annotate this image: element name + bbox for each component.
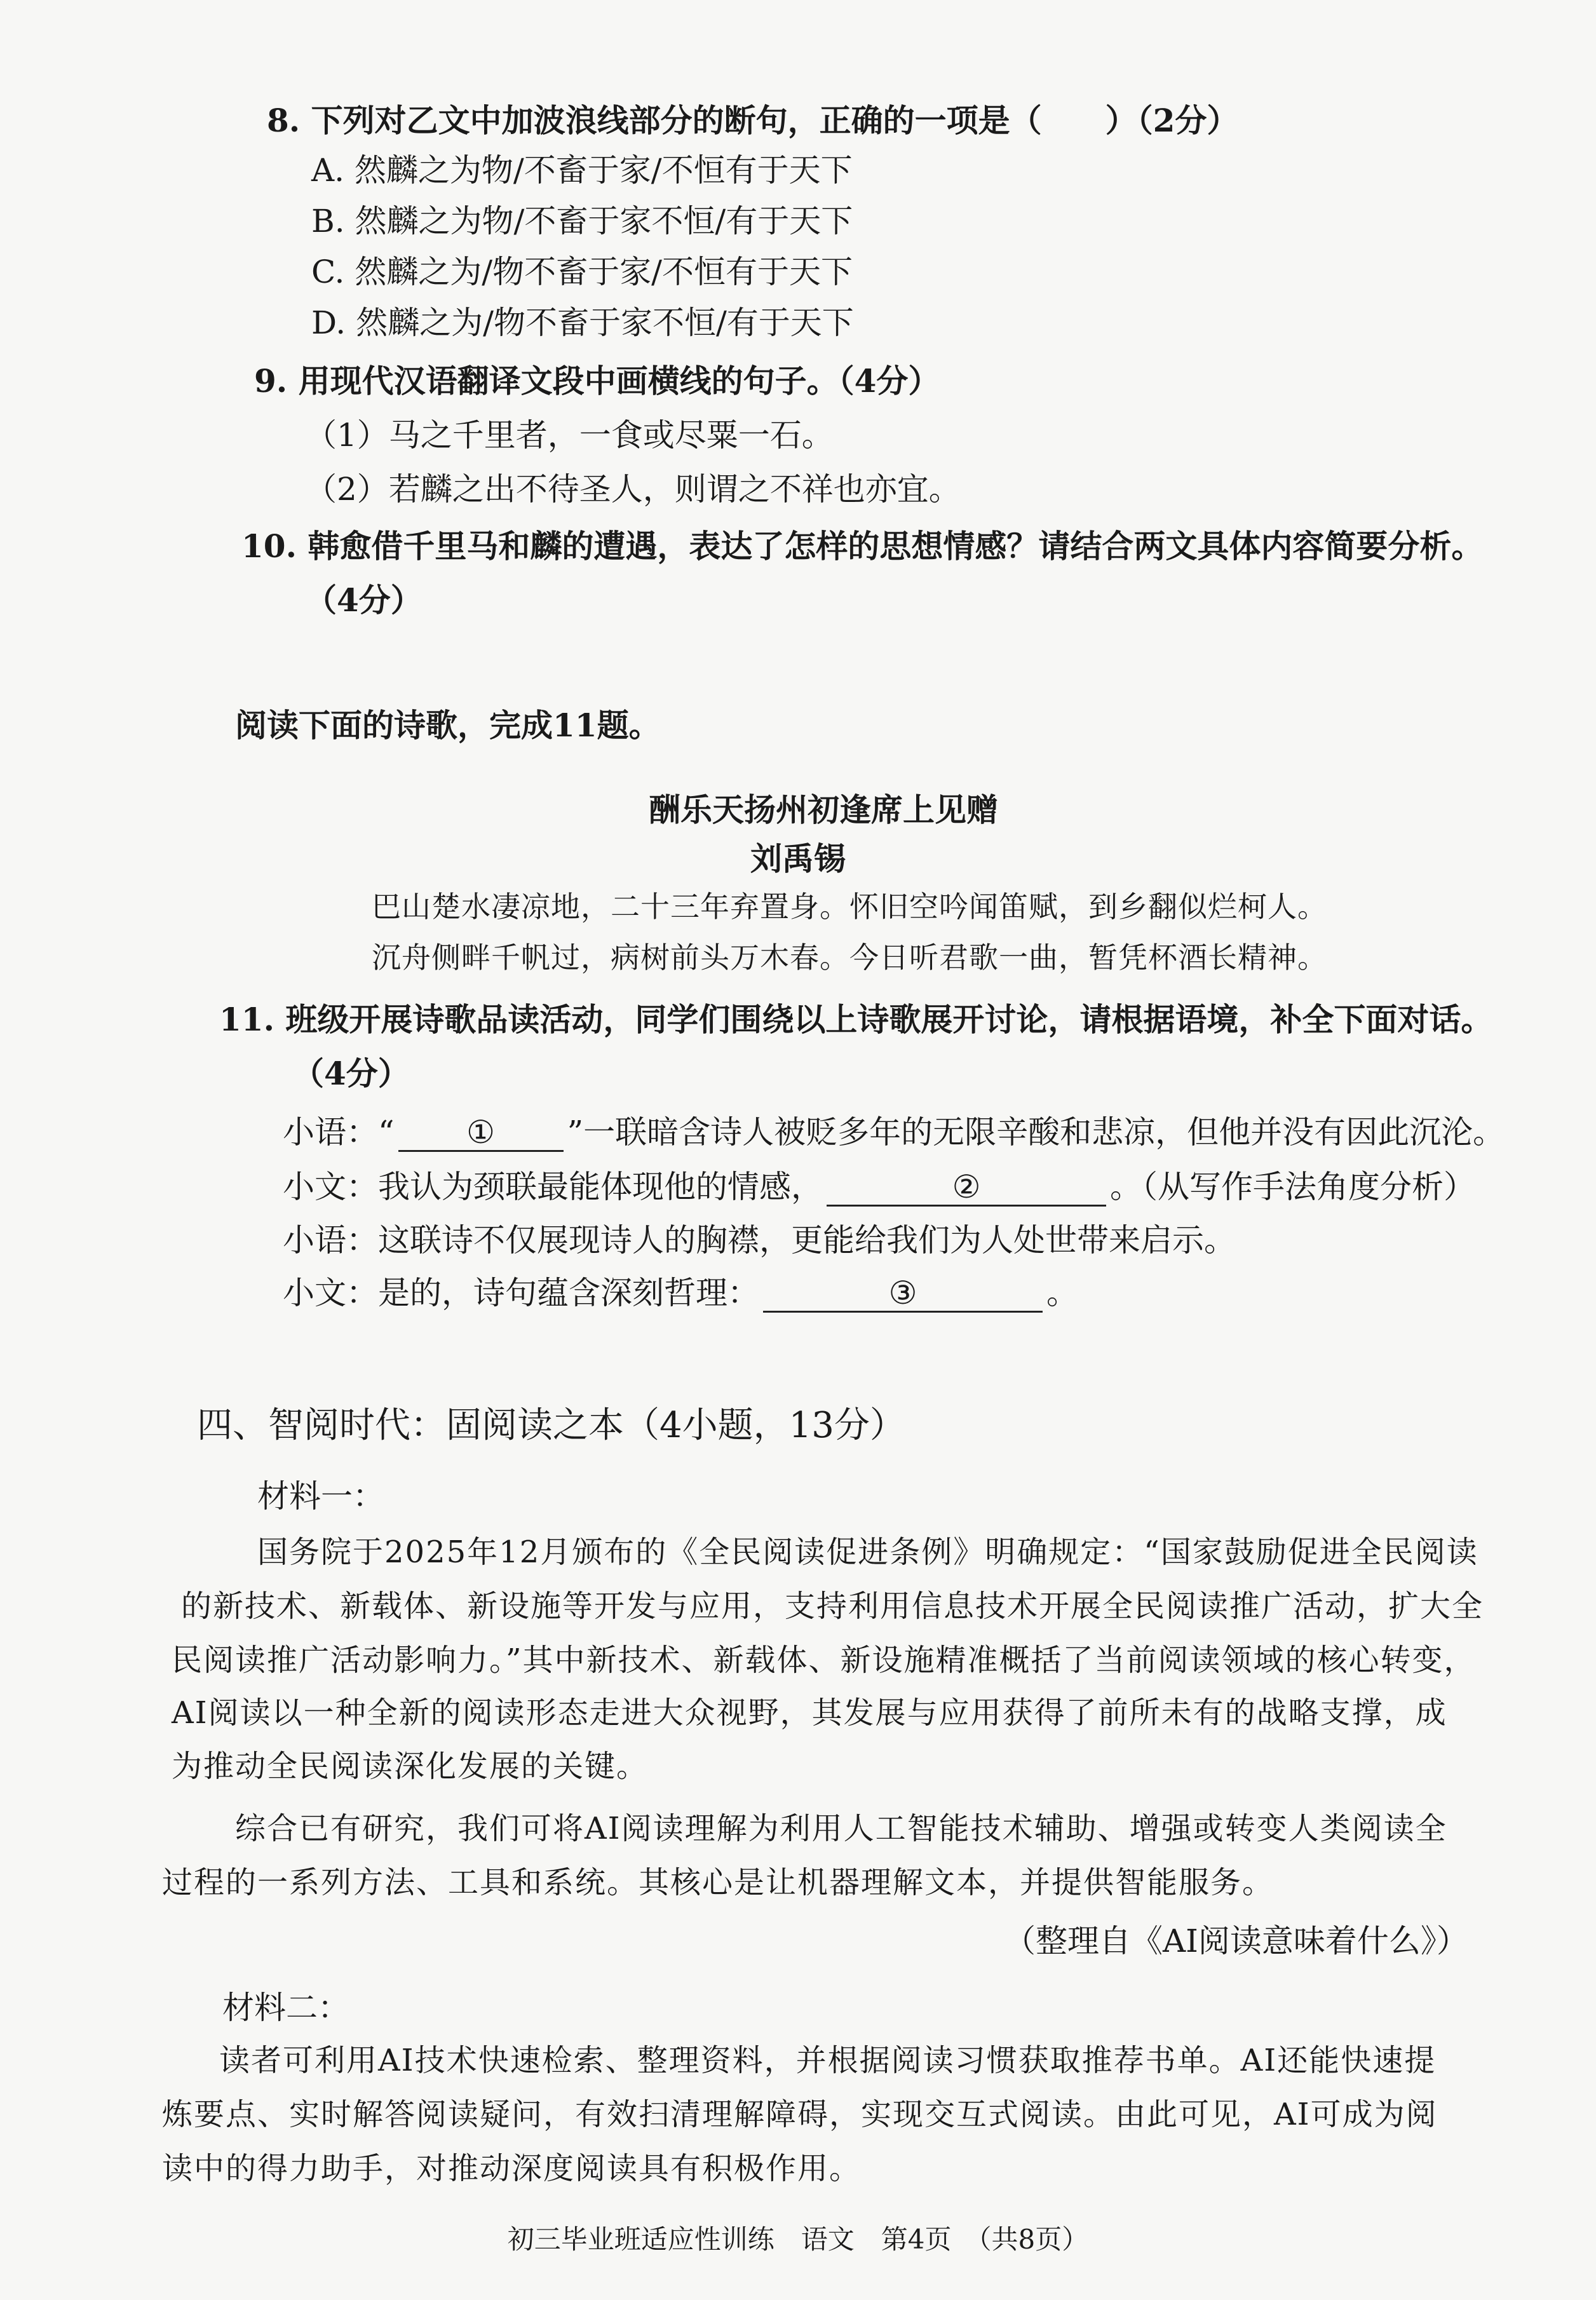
material-1-p1-line-2: 的新技术、新载体、新设施等开发与应用，支持利用信息技术开展全民阅读推广活动，扩大全: [181, 1588, 1484, 1624]
q10-line-2: （4分）: [305, 581, 423, 619]
answer-blank-3[interactable]: ③: [763, 1276, 1043, 1313]
dialogue-2: [283, 1168, 1475, 1207]
answer-blank-2[interactable]: ②: [827, 1170, 1106, 1207]
poem-line-2: 沉舟侧畔千帆过，病树前头万木春。今日听君歌一曲，暂凭杯酒长精神。: [372, 940, 1327, 975]
dialogue-4: [283, 1274, 1078, 1313]
dialogue-3-speaker: 小语：: [283, 1222, 378, 1259]
q11-line-1: 11. 班级开展诗歌品读活动，同学们围绕以上诗歌展开讨论，请根据语境，补全下面对话。: [219, 1001, 1493, 1038]
q9-stem: 9. 用现代汉语翻译文段中画横线的句子。（4分）: [254, 362, 940, 400]
poem-author: 刘禹锡: [750, 840, 846, 877]
page-footer: 初三毕业班适应性训练 语文 第4页 （共8页）: [507, 2224, 1089, 2255]
dialogue-3: [283, 1221, 1236, 1259]
q11-line-2: （4分）: [292, 1055, 410, 1092]
poem-title: 酬乐天扬州初逢席上见赠: [649, 791, 998, 829]
material-2-p1-line-1: 读者可利用AI技术快速检索、整理资料，并根据阅读习惯获取推荐书单。AI还能快速提: [219, 2043, 1437, 2078]
dialogue-4-speaker: 小文：: [283, 1275, 378, 1311]
poem-line-1: 巴山楚水凄凉地，二十三年弃置身。怀旧空吟闻笛赋，到乡翻似烂柯人。: [372, 890, 1327, 924]
material-1-label: 材料一：: [257, 1478, 384, 1515]
answer-blank-1[interactable]: ①: [398, 1115, 564, 1152]
material-1-p1-line-4: AI阅读以一种全新的阅读形态走进大众视野，其发展与应用获得了前所未有的战略支撑，成: [172, 1695, 1447, 1731]
dialogue-3-text: 这联诗不仅展现诗人的胸襟，更能给我们为人处世带来启示。: [378, 1222, 1236, 1259]
material-2-label: 材料二：: [222, 1989, 349, 2026]
dialogue-2-after: 。（从写作手法角度分析）: [1110, 1168, 1475, 1205]
dialogue-2-speaker: 小文：: [283, 1168, 378, 1205]
material-1-p2-line-2: 过程的一系列方法、工具和系统。其核心是让机器理解文本，并提供智能服务。: [162, 1865, 1275, 1900]
q8-option-a: A. 然麟之为物/不畜于家/不恒有于天下: [311, 152, 853, 189]
q8-stem: 8. 下列对乙文中加波浪线部分的断句，正确的一项是（ ）（2分）: [267, 102, 1239, 139]
q9-item-1: （1）马之千里者，一食或尽粟一石。: [305, 417, 834, 454]
material-1-p2-line-1: 综合已有研究，我们可将AI阅读理解为利用人工智能技术辅助、增强或转变人类阅读全: [235, 1811, 1447, 1846]
material-1-p1-line-1: 国务院于2025年12月颁布的《全民阅读促进条例》明确规定：“国家鼓励促进全民阅读: [257, 1534, 1478, 1570]
material-2-p1-line-3: 读中的得力助手，对推动深度阅读具有积极作用。: [162, 2151, 862, 2186]
q9-item-2: （2）若麟之出不待圣人，则谓之不祥也亦宜。: [305, 471, 961, 508]
poem-intro: 阅读下面的诗歌，完成11题。: [235, 707, 661, 744]
material-1-p1-line-3: 民阅读推广活动影响力。”其中新技术、新载体、新设施精准概括了当前阅读领域的核心转变，: [172, 1642, 1476, 1678]
material-1-source: （整理自《AI阅读意味着什么》）: [1004, 1923, 1468, 1959]
material-2-p1-line-2: 炼要点、实时解答阅读疑问，有效扫清理解障碍，实现交互式阅读。由此可见，AI可成为阅: [162, 2097, 1438, 2132]
q8-option-b: B. 然麟之为物/不畜于家不恒/有于天下: [311, 203, 853, 240]
section-4-heading: 四、智阅时代：固阅读之本（4小题，13分）: [197, 1405, 905, 1446]
dialogue-1-speaker: 小语：: [283, 1114, 378, 1151]
dialogue-1-open-quote: “: [378, 1114, 395, 1151]
dialogue-1: [283, 1113, 1505, 1152]
q8-option-d: D. 然麟之为/物不畜于家不恒/有于天下: [311, 304, 854, 341]
dialogue-2-text: 我认为颈联最能体现他的情感，: [378, 1168, 823, 1205]
dialogue-4-text: 是的，诗句蕴含深刻哲理：: [378, 1275, 759, 1311]
q10-line-1: 10. 韩愈借千里马和麟的遭遇，表达了怎样的思想情感？请结合两文具体内容简要分析。: [241, 527, 1484, 565]
q8-option-c: C. 然麟之为/物不畜于家/不恒有于天下: [311, 254, 853, 290]
dialogue-1-text: ”一联暗含诗人被贬多年的无限辛酸和悲凉，但他并没有因此沉沦。: [567, 1114, 1505, 1151]
dialogue-4-after: 。: [1046, 1275, 1078, 1311]
material-1-p1-line-5: 为推动全民阅读深化发展的关键。: [172, 1749, 649, 1784]
